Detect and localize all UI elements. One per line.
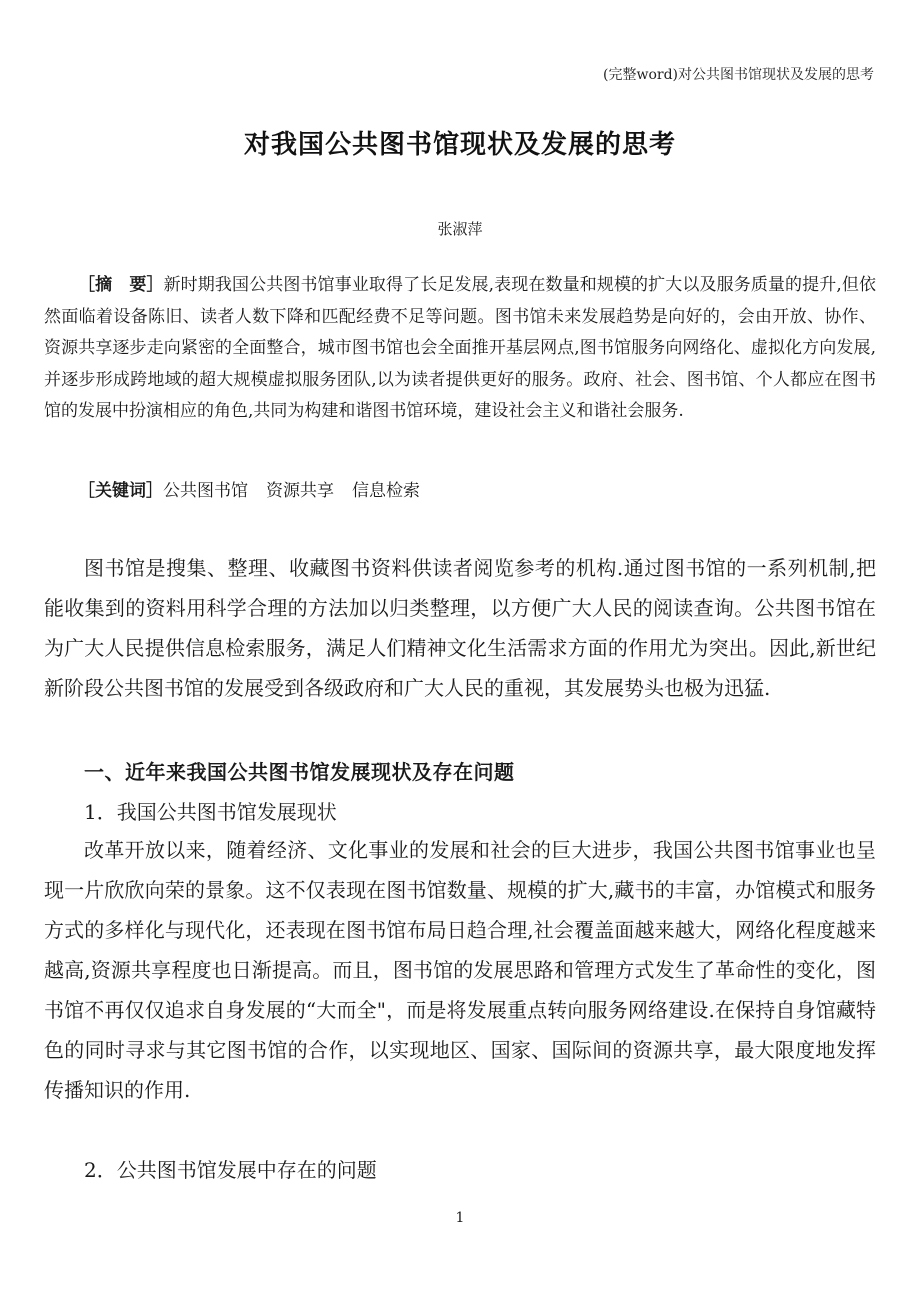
keywords-line [44, 476, 876, 508]
abstract-paragraph [44, 270, 876, 428]
author-name: 张淑萍 [437, 220, 483, 238]
running-header: (完整word)对公共图书馆现状及发展的思考 [603, 67, 874, 83]
intro-paragraph: 图书馆是搜集、整理、收藏图书资料供读者阅览参考的机构.通过图书馆的一系列机制,把能收集到的资料用科学合理的方法加以归类整理，以方便广大人民的阅读查询。公共图书馆在为广大人民提供信息检索服务，满足人们精神文化生活需求方面的作用尤为突出。因此,新世纪新阶段公共图书馆的发展受到各级政府和广大人民的重视，其发展势头也极为迅猛. [44, 556, 876, 700]
section-heading: 一、近年来我国公共图书馆发展现状及存在问题 [84, 760, 515, 784]
keyword-item: 公共图书馆 [163, 481, 248, 501]
body-paragraph: 改革开放以来，随着经济、文化事业的发展和社会的巨大进步，我国公共图书馆事业也呈现一片欣欣向荣的景象。这不仅表现在图书馆数量、规模的扩大,藏书的丰富，办馆模式和服务方式的多样化与现代化，还表现在图书馆布局日趋合理,社会覆盖面越来越大，网络化程度越来越高,资源共享程度也日渐提高。而且，图书馆的发展思路和管理方式发生了革命性的变化，图书馆不再仅仅追求自身发展的“大而全"，而是将发展重点转向服务网络建设.在保持自身馆藏特色的同时寻求与其它图书馆的合作，以实现地区、国家、国际间的资源共享，最大限度地发挥传播知识的作用. [44, 838, 876, 1102]
abstract-label: ［摘 要］ [78, 275, 164, 295]
keywords-label: ［关键词］ [78, 481, 163, 501]
subsection-heading: 1．我国公共图书馆发展现状 [84, 800, 337, 824]
subsection-heading: 2．公共图书馆发展中存在的问题 [84, 1158, 377, 1182]
document-title: 对我国公共图书馆现状及发展的思考 [243, 130, 676, 160]
page-number: 1 [455, 1210, 465, 1226]
keyword-item: 信息检索 [352, 481, 420, 501]
keyword-item: 资源共享 [266, 481, 334, 501]
abstract-text: 新时期我国公共图书馆事业取得了长足发展,表现在数量和规模的扩大以及服务质量的提升,但依然面临着设备陈旧、读者人数下降和匹配经费不足等问题。图书馆未来发展趋势是向好的，会由开放、协作、资源共享逐步走向紧密的全面整合，城市图书馆也会全面推开基层网点,图书馆服务向网络化、虚拟化方向发展,并逐步形成跨地域的超大规模虚拟服务团队,以为读者提供更好的服务。政府、社会、图书馆、个人都应在图书馆的发展中扮演相应的角色,共同为构建和谐图书馆环境，建设社会主义和谐社会服务. [44, 275, 877, 421]
